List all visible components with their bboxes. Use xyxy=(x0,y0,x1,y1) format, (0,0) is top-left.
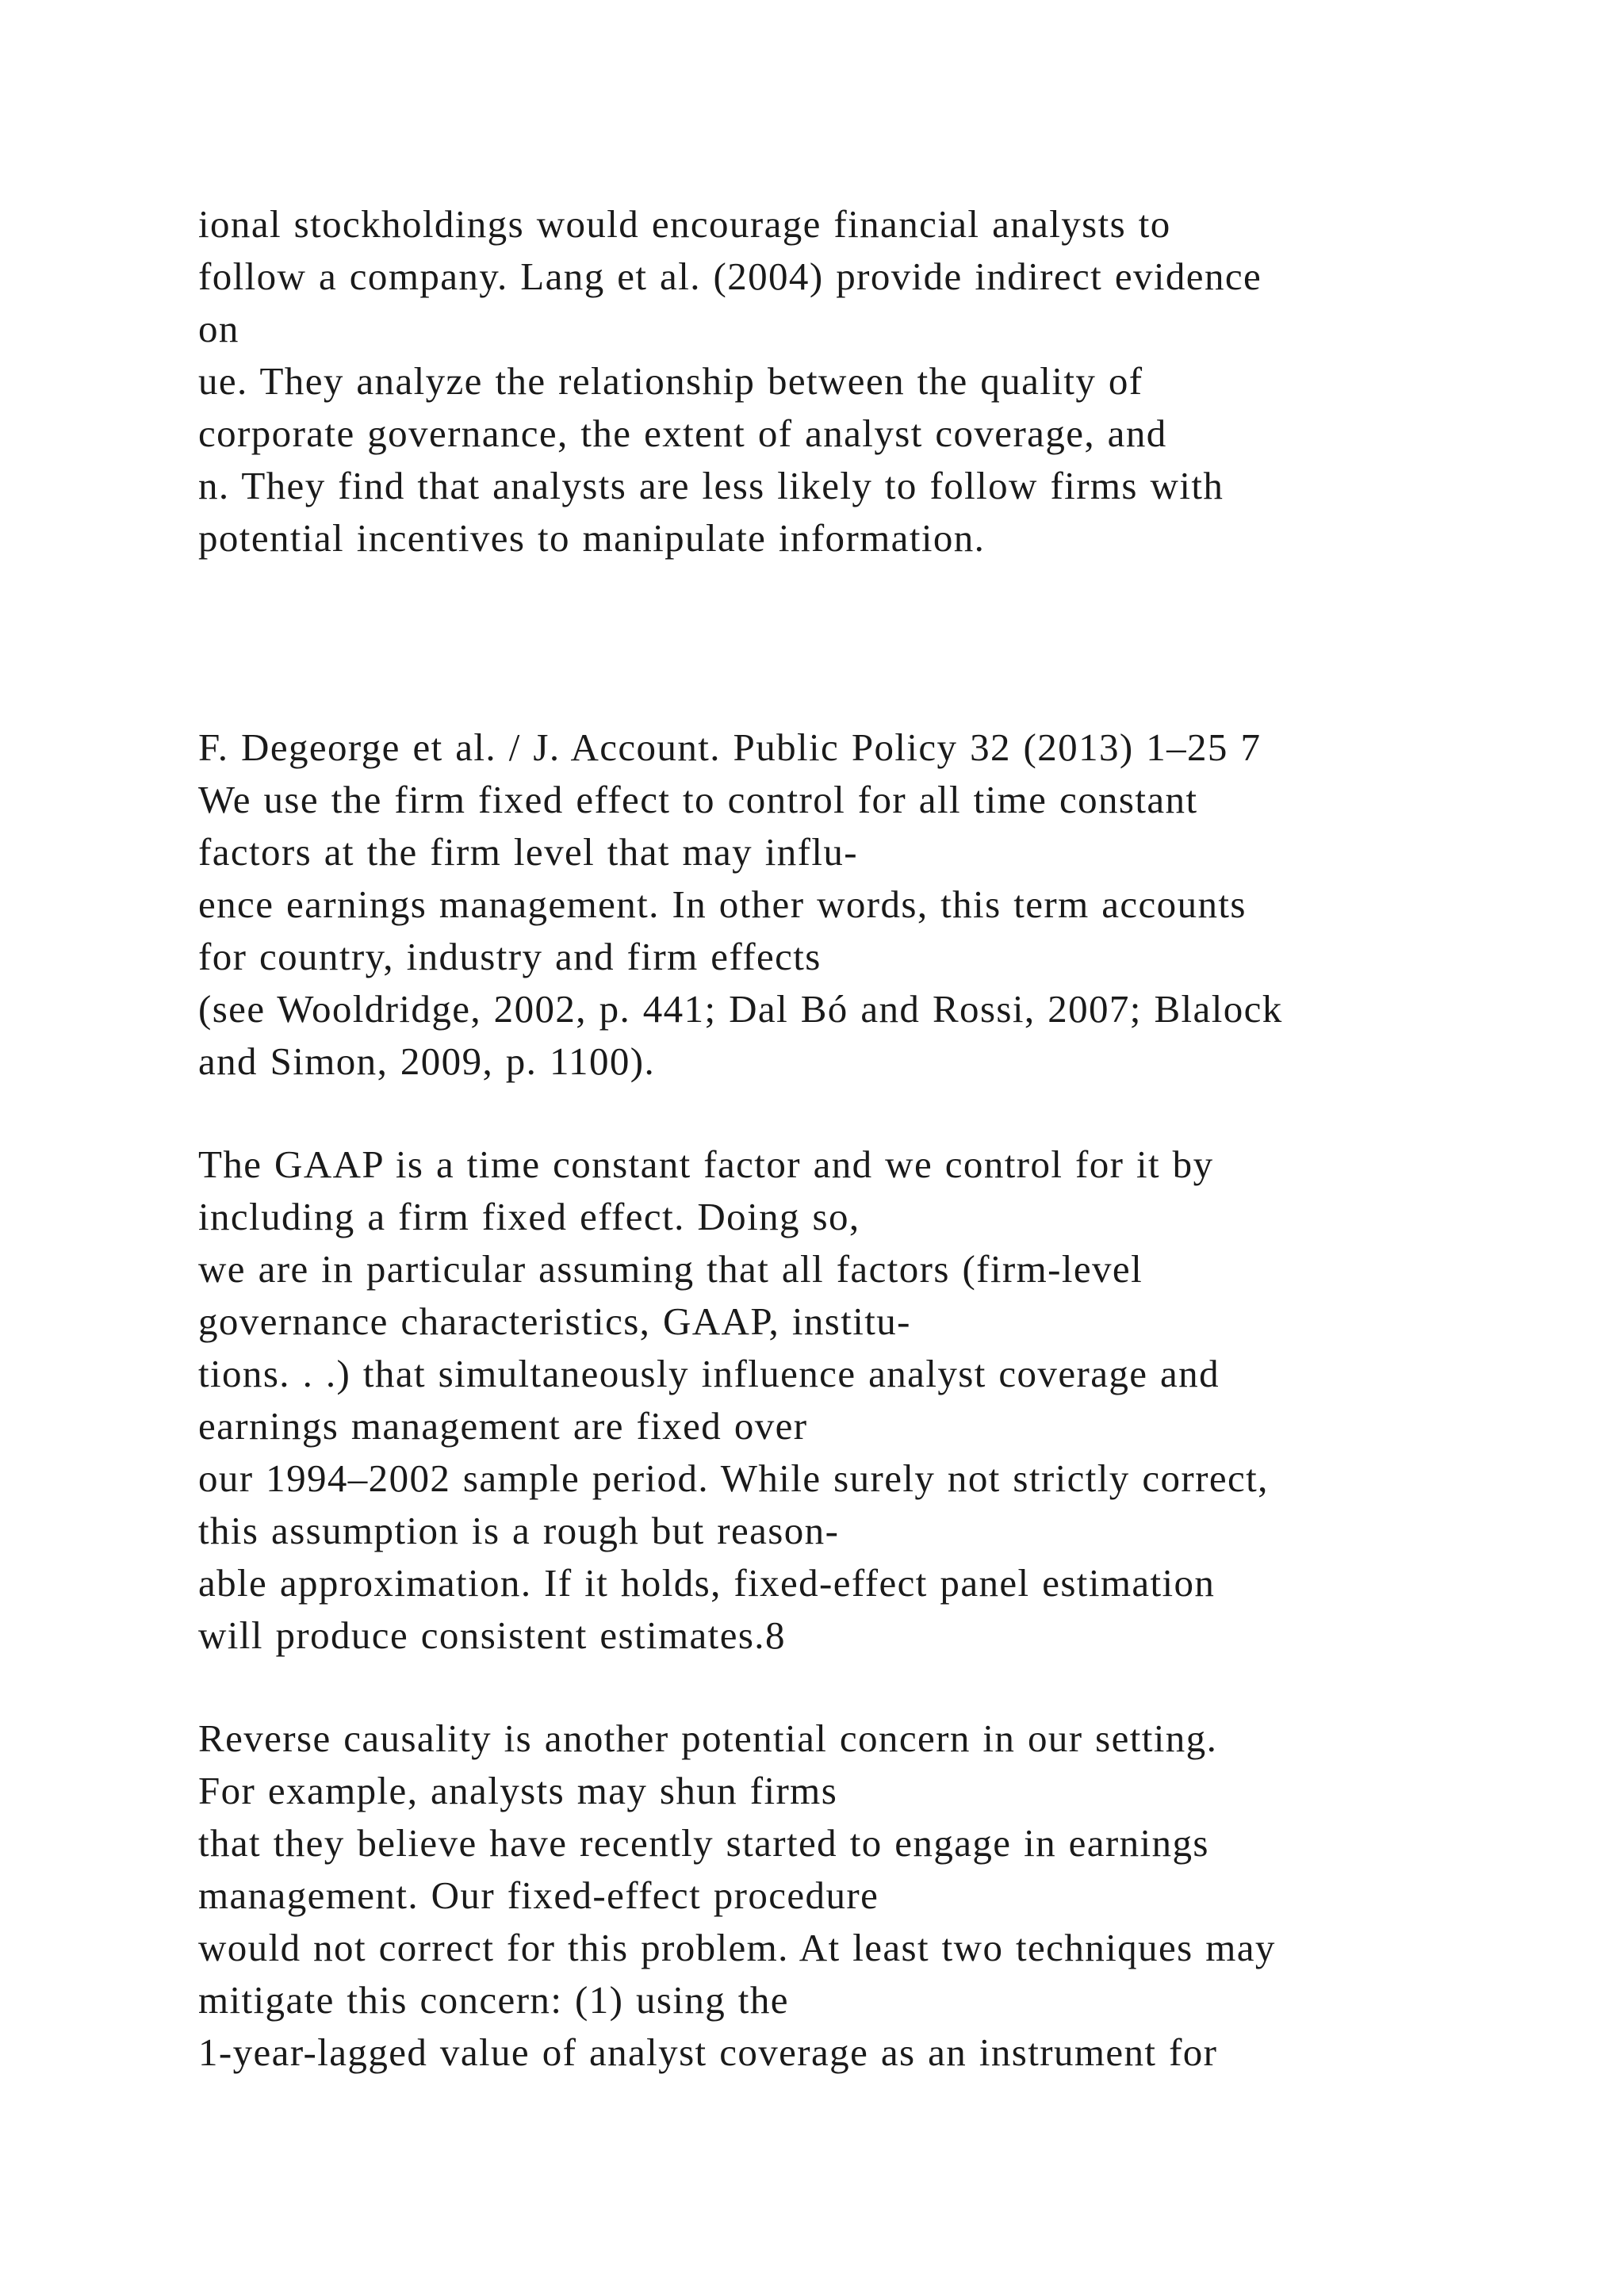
text-line: this assumption is a rough but reason- xyxy=(198,1509,840,1552)
text-line: we are in particular assuming that all factors (firm-level xyxy=(198,1247,1143,1291)
text-line: will produce consistent estimates.8 xyxy=(198,1613,786,1657)
paragraph-analyst-following xyxy=(198,198,1546,564)
text-line: potential incentives to manipulate information. xyxy=(198,516,986,560)
text-line: that they believe have recently started to engage in earnings xyxy=(198,1821,1209,1865)
text-line: our 1994–2002 sample period. While surely not strictly correct, xyxy=(198,1456,1269,1500)
text-line: able approximation. If it holds, fixed-effect panel estimation xyxy=(198,1561,1216,1605)
text-line: Reverse causality is another potential concern in our setting. xyxy=(198,1716,1218,1760)
text-line: ue. They analyze the relationship between the quality of xyxy=(198,359,1143,403)
text-line: 1-year-lagged value of analyst coverage as an instrument for xyxy=(198,2030,1218,2074)
text-line: would not correct for this problem. At least two techniques may xyxy=(198,1926,1276,1969)
running-header-line: F. Degeorge et al. / J. Account. Public Policy 32 (2013) 1–25 7 xyxy=(198,725,1262,769)
text-line: factors at the firm level that may influ- xyxy=(198,830,858,874)
text-line: governance characteristics, GAAP, institu- xyxy=(198,1299,911,1343)
paragraph-fixed-effect xyxy=(198,721,1546,1088)
paragraph-reverse-causality xyxy=(198,1712,1546,2079)
text-line: on xyxy=(198,307,239,350)
text-line: The GAAP is a time constant factor and we control for it by xyxy=(198,1142,1214,1186)
text-line: ional stockholdings would encourage financial analysts to xyxy=(198,202,1171,246)
text-line: tions. . .) that simultaneously influence analyst coverage and xyxy=(198,1352,1220,1395)
paragraph-gaap xyxy=(198,1138,1546,1662)
text-line: (see Wooldridge, 2002, p. 441; Dal Bó and Rossi, 2007; Blalock xyxy=(198,987,1283,1031)
text-line: management. Our fixed-effect procedure xyxy=(198,1873,879,1917)
text-line: mitigate this concern: (1) using the xyxy=(198,1978,789,2022)
text-line: including a firm fixed effect. Doing so, xyxy=(198,1195,860,1238)
text-line: follow a company. Lang et al. (2004) provide indirect evidence xyxy=(198,254,1262,298)
text-line: For example, analysts may shun firms xyxy=(198,1769,838,1812)
text-line: earnings management are fixed over xyxy=(198,1404,808,1448)
text-line: n. They find that analysts are less likely to follow firms with xyxy=(198,464,1224,507)
text-line: We use the firm fixed effect to control for all time constant xyxy=(198,778,1198,821)
text-line: ence earnings management. In other words, this term accounts xyxy=(198,882,1247,926)
text-line: corporate governance, the extent of analyst coverage, and xyxy=(198,411,1167,455)
text-line: and Simon, 2009, p. 1100). xyxy=(198,1039,656,1083)
text-line: for country, industry and firm effects xyxy=(198,935,822,978)
